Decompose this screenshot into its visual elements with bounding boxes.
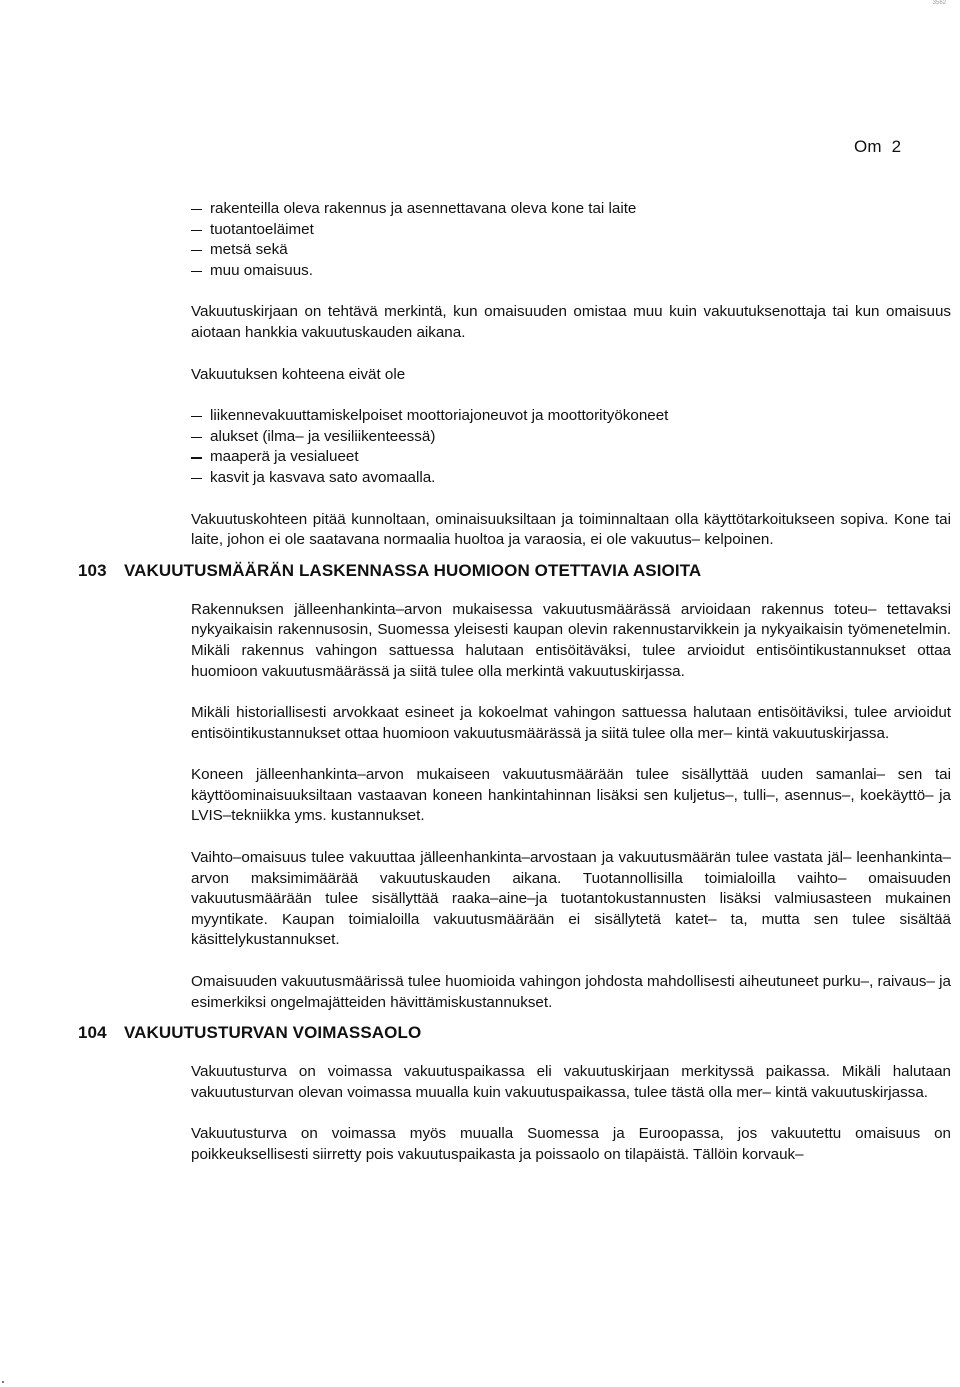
list-item: metsä sekä [191, 240, 951, 261]
exclusion-list [191, 406, 951, 488]
list-item: liikennevakuuttamiskelpoiset moottoriajoneuvot ja moottorityökoneet [191, 406, 951, 427]
paragraph: Rakennuksen jälleenhankinta–arvon mukaisessa vakuutusmäärässä arvioidaan rakennus toteu– tettavaksi nykyaikaisin rakennusosin, Suomessa yleisesti kaupan olevin rakennustarvikkein ja nykyaikaisin työmenetelmin. Mikäli rakennus vahingon sattuessa halutaan entisöitäväksi, tulee arvioidut entisöintikustannukset ottaa huomioon vakuutusmäärässä ja siitä tulee olla merkintä vakuutuskirjassa. [191, 600, 951, 680]
list-item: muu omaisuus. [191, 261, 951, 282]
paragraph: Vakuutuksen kohteena eivät ole [191, 365, 406, 383]
property-list [191, 199, 951, 281]
paragraph: Koneen jälleenhankinta–arvon mukaiseen vakuutusmäärään tulee sisällyttää uuden samanlai– sen tai käyttöominaisuuksiltaan vastaavan koneen hankintahinnan lisäksi sen kuljetus–, tulli–, asennus–, koekäyttö– ja LVIS–tekniikka yms. kustannukset. [191, 766, 951, 825]
paragraph: Mikäli historiallisesti arvokkaat esineet ja kokoelmat vahingon sattuessa halutaan entisöitäviksi, tulee arvioidut entisöintikustannukset ottaa huomioon vakuutusmäärässä ja siitä tulee olla mer– kintä vakuutuskirjassa. [191, 704, 951, 742]
document-body [78, 199, 951, 1166]
section-heading-103 [78, 560, 951, 582]
paragraph: Vakuutuskohteen pitää kunnoltaan, ominaisuuksiltaan ja toiminnaltaan olla käyttötarkoitukseen sopiva. Kone tai laite, johon ei ole saatavana normaalia huoltoa ja varaosia, ei ole vakuutus– kelpoinen. [191, 510, 951, 549]
list-item: kasvit ja kasvava sato avomaalla. [191, 468, 951, 489]
section-number: 103 [78, 560, 107, 580]
list-item: rakenteilla oleva rakennus ja asennettavana oleva kone tai laite [191, 199, 951, 220]
section-title: VAKUUTUSTURVAN VOIMASSAOLO [124, 1023, 422, 1043]
paragraph: Vakuutusturva on voimassa vakuutuspaikassa eli vakuutuskirjaan merkityssä paikassa. Mikäli halutaan vakuutusturvan olevan voimassa muualla kuin vakuutuspaikassa, tulee tästä olla mer– kintä vakuutuskirjassa. [191, 1063, 951, 1101]
paragraph: Vaihto–omaisuus tulee vakuuttaa jälleenhankinta–arvostaan ja vakuutusmäärän tulee vastata jäl– leenhankinta–arvon maksimimäärää vakuutuskauden aikana. Tuotannollisilla toimialoilla vaihto– omaisuuden vakuutusmäärään tulee sisällyttää raaka–aine–ja tuotantokustannusten lisäksi valmiusasteen mukainen myyntikate. Kaupan toimialoilla vakuutusmäärään ei sisällytetä katet– ta, mutta sen tulee sisältää käsittelykustannukset. [191, 849, 951, 949]
section-title: VAKUUTUSMÄÄRÄN LASKENNASSA HUOMIOON OTETTAVIA ASIOITA [124, 560, 702, 580]
list-item: tuotantoeläimet [191, 220, 951, 241]
list-item: maaperä ja vesialueet [191, 447, 951, 468]
section-heading-104 [78, 1022, 951, 1044]
page-label: Om 2 [854, 137, 902, 156]
paragraph: Omaisuuden vakuutusmäärissä tulee huomioida vahingon johdosta mahdollisesti aiheutuneet purku–, raivaus– ja esimerkiksi ongelmajätteiden hävittämiskustannukset. [191, 973, 951, 1011]
section-number: 104 [78, 1023, 107, 1043]
page-corner-mark: 3562 [932, 0, 946, 6]
scan-dot [2, 1381, 4, 1383]
list-item: alukset (ilma– ja vesiliikenteessä) [191, 427, 951, 448]
paragraph: Vakuutuskirjaan on tehtävä merkintä, kun omaisuuden omistaa muu kuin vakuutuksenottaja tai kun omaisuus aiotaan hankkia vakuutuskauden aikana. [191, 303, 951, 341]
paragraph: Vakuutusturva on voimassa myös muualla Suomessa ja Euroopassa, jos vakuutettu omaisuus on poikkeuksellisesti siirretty pois vakuutuspaikasta ja poissaolo on tilapäistä. Tällöin korvauk– [191, 1125, 951, 1163]
